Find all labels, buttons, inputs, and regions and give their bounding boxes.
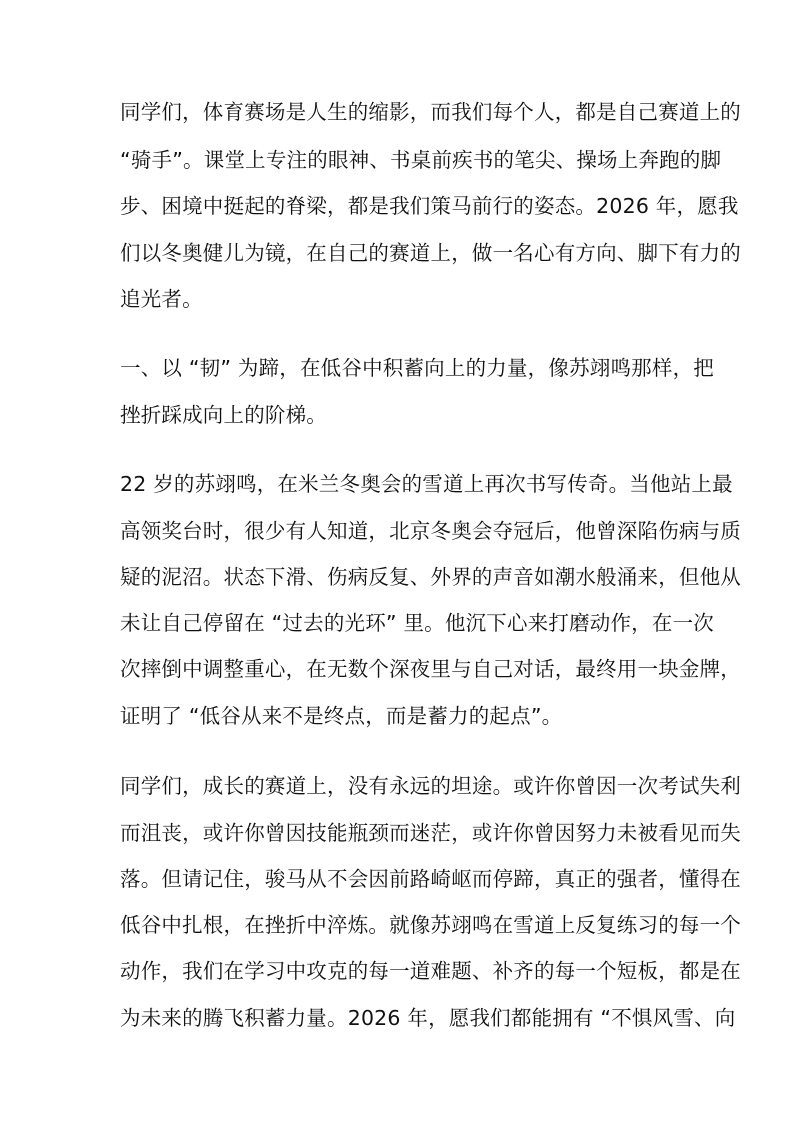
paragraph-1-line-2: “骑手”。课堂上专注的眼神、书桌前疾书的笔尖、操场上奔跑的脚 xyxy=(120,148,722,172)
paragraph-3-line-6: 证明了 “低谷从来不是终点，而是蓄力的起点”。 xyxy=(120,704,563,728)
paragraph-3-line-5: 次摔倒中调整重心，在无数个深夜里与自己对话，最终用一块金牌， xyxy=(120,657,741,681)
paragraph-1-line-3: 步、困境中挺起的脊梁，都是我们策马前行的姿态。2026 年，愿我 xyxy=(120,194,739,218)
section-heading-line-2: 挫折踩成向上的阶梯。 xyxy=(120,403,327,427)
paragraph-4-line-3: 落。但请记住，骏马从不会因前路崎岖而停蹄，真正的强者，懂得在 xyxy=(120,867,741,891)
section-heading-line-1: 一、以 “韧” 为蹄，在低谷中积蓄向上的力量，像苏翊鸣那样，把 xyxy=(120,356,714,380)
paragraph-3-line-4: 未让自己停留在 “过去的光环” 里。他沉下心来打磨动作，在一次 xyxy=(120,611,714,635)
paragraph-3-line-1: 22 岁的苏翊鸣，在米兰冬奥会的雪道上再次书写传奇。当他站上最 xyxy=(120,472,733,496)
paragraph-1-line-1: 同学们，体育赛场是人生的缩影，而我们每个人，都是自己赛道上的 xyxy=(120,100,741,124)
paragraph-1-line-5: 追光者。 xyxy=(120,287,203,311)
paragraph-3-line-3: 疑的泥沼。状态下滑、伤病反复、外界的声音如潮水般涌来，但他从 xyxy=(120,565,741,589)
paragraph-4-line-1: 同学们，成长的赛道上，没有永远的坦途。或许你曾因一次考试失利 xyxy=(120,774,741,798)
paragraph-4-line-5: 动作，我们在学习中攻克的每一道难题、补齐的每一个短板，都是在 xyxy=(120,959,741,983)
paragraph-4-line-4: 低谷中扎根，在挫折中淬炼。就像苏翊鸣在雪道上反复练习的每一个 xyxy=(120,913,741,937)
paragraph-3-line-2: 高领奖台时，很少有人知道，北京冬奥会夺冠后，他曾深陷伤病与质 xyxy=(120,519,741,543)
paragraph-1-line-4: 们以冬奥健儿为镜，在自己的赛道上，做一名心有方向、脚下有力的 xyxy=(120,241,741,265)
paragraph-4-line-6: 为未来的腾飞积蓄力量。2026 年，愿我们都能拥有 “不惧风雪、向 xyxy=(120,1006,736,1030)
paragraph-4-line-2: 而沮丧，或许你曾因技能瓶颈而迷茫，或许你曾因努力未被看见而失 xyxy=(120,821,741,845)
